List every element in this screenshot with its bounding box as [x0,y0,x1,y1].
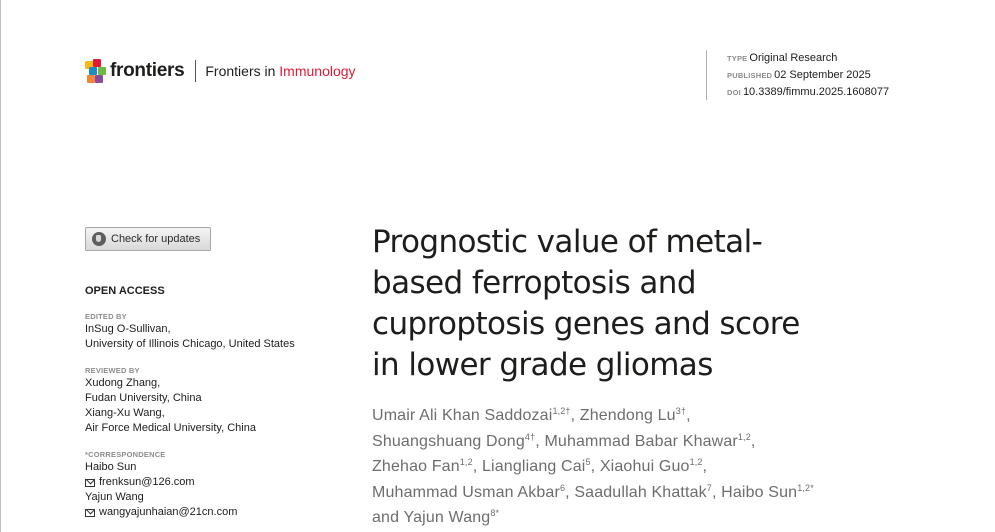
correspondent-name: Yajun Wang [85,491,144,503]
journal-prefix: Frontiers in [205,63,280,79]
correspondence-section [85,450,365,520]
author[interactable]: Muhammad Babar Khawar$^{1,2}$, [544,431,756,450]
frontiers-logo-icon [85,59,107,83]
title-line: cuproptosis genes and score [372,306,800,342]
title-line: Prognostic value of metal- [372,224,763,260]
envelope-icon [85,479,95,487]
reviewer-name: Xiang-Xu Wang, [85,407,165,419]
author[interactable]: Haibo Sun$^{1,2*}$ [721,482,814,501]
author[interactable]: Umair Ali Khan Saddozai$^{1,2\dagger}$, [372,406,576,424]
editor-affiliation: University of Illinois Chicago, United States [85,338,295,350]
title-line: based ferroptosis and [372,265,696,301]
check-for-updates-label: Check for updates [111,233,201,245]
bookmark-icon [92,232,106,246]
reviewer-affiliation: Fudan University, China [85,392,202,404]
email-link[interactable]: wangyajunhaian@21cn.com [99,506,238,518]
author[interactable]: Shuangshuang Dong$^{4\dagger}$, [372,431,540,450]
author[interactable]: Liangliang Cai$^5$, [481,457,596,475]
page-left-border [0,0,1,532]
meta-published: PUBLISHED 02 September 2025 [727,69,871,81]
correspondent-name: Haibo Sun [85,461,137,473]
journal-accent: Immunology [279,63,356,79]
editor-name: InSug O-Sullivan, [85,323,171,335]
correspondence-heading: *CORRESPONDENCE [85,450,166,459]
reviewed-by-heading: REVIEWED BY [85,366,140,375]
check-for-updates-button[interactable] [85,227,211,251]
author-list [372,403,932,531]
journal-header [85,58,356,84]
correspondent-email-row [85,505,365,520]
open-access-label: OPEN ACCESS [85,285,165,297]
reviewed-by-section [85,366,365,436]
email-link[interactable]: frenksun@126.com [99,476,195,488]
author[interactable]: Muhammad Usman Akbar$^6$, [372,482,570,501]
edited-by-section [85,312,365,352]
meta-type: TYPE Original Research [727,52,838,64]
article-meta [706,50,889,100]
reviewer-name: Xudong Zhang, [85,377,161,389]
correspondent-email-row [85,475,365,490]
header-divider [195,60,196,82]
envelope-icon [85,509,95,517]
meta-doi: DOI 10.3389/fimmu.2025.1608077 [727,86,890,98]
doi-link[interactable]: 10.3389/fimmu.2025.1608077 [742,86,890,98]
author[interactable]: Saadullah Khattak$^7$, [574,482,717,501]
frontiers-wordmark: frontiers [110,60,185,81]
article-title [372,222,912,386]
reviewer-affiliation: Air Force Medical University, China [85,422,256,434]
title-line: in lower grade gliomas [372,347,713,383]
author[interactable]: Zhehao Fan$^{1,2}$, [372,457,478,475]
author[interactable]: and Yajun Wang$^{8*}$ [372,508,500,526]
author[interactable]: Xiaohui Guo$^{1,2}$, [599,457,708,475]
journal-name [205,63,355,79]
edited-by-heading: EDITED BY [85,312,127,321]
author[interactable]: Zhendong $Lu^{3\dagger}$, [579,406,691,424]
